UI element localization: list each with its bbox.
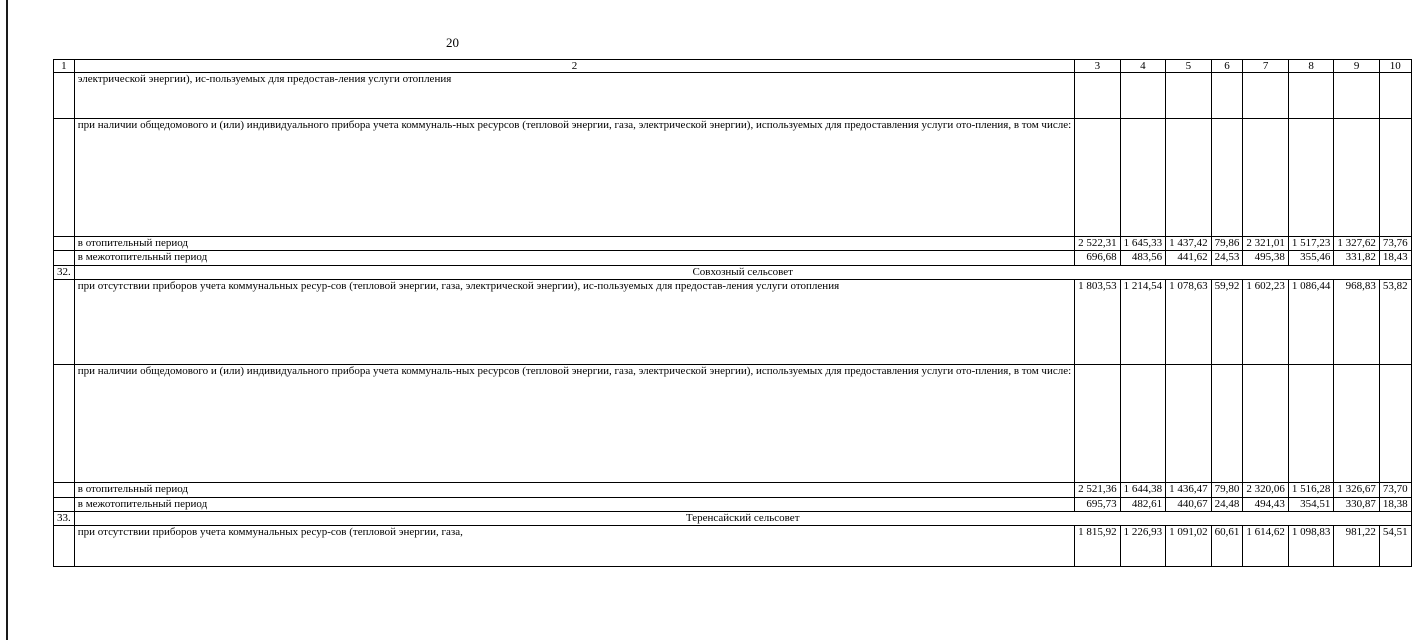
column-number-8: 8 xyxy=(1288,60,1334,73)
value-cell-col-5: 1 437,42 xyxy=(1166,237,1212,251)
row-label: в межотопительный период xyxy=(74,497,1074,511)
value-cell-col-8 xyxy=(1288,73,1334,119)
row-index-cell xyxy=(54,365,75,483)
value-cell-col-3: 1 815,92 xyxy=(1075,526,1121,567)
value-cell-col-9 xyxy=(1334,119,1380,237)
row-label: в отопительный период xyxy=(74,483,1074,497)
row-label: при наличии общедомового и (или) индивидуального прибора учета коммуналь-ных ресурсов (тепловой энергии, газа, электрической энергии), используемых для предоставления услуги ото-пления, в том числе: xyxy=(74,365,1074,483)
value-cell-col-8: 1 086,44 xyxy=(1288,280,1334,365)
value-cell-col-4: 1 214,54 xyxy=(1120,280,1166,365)
table-row xyxy=(54,483,1412,497)
row-index-cell xyxy=(54,483,75,497)
row-label: электрической энергии), ис-пользуемых для предостав-ления услуги отопления xyxy=(74,73,1074,119)
value-cell-col-7: 1 614,62 xyxy=(1243,526,1289,567)
value-cell-col-9: 1 326,67 xyxy=(1334,483,1380,497)
value-cell-col-9: 968,83 xyxy=(1334,280,1380,365)
binding-line xyxy=(6,0,8,640)
value-cell-col-5 xyxy=(1166,119,1212,237)
value-cell-col-10: 73,76 xyxy=(1379,237,1411,251)
row-label: при наличии общедомового и (или) индивидуального прибора учета коммуналь-ных ресурсов (тепловой энергии, газа, электрической энергии), используемых для предоставления услуги ото-пления, в том числе: xyxy=(74,119,1074,237)
value-cell-col-5: 441,62 xyxy=(1166,251,1212,265)
value-cell-col-6: 79,80 xyxy=(1211,483,1243,497)
section-header-row xyxy=(54,265,1412,279)
row-index-cell xyxy=(54,119,75,237)
value-cell-col-3 xyxy=(1075,119,1121,237)
value-cell-col-7: 494,43 xyxy=(1243,497,1289,511)
value-cell-col-5 xyxy=(1166,365,1212,483)
value-cell-col-8: 1 098,83 xyxy=(1288,526,1334,567)
value-cell-col-6: 24,53 xyxy=(1211,251,1243,265)
value-cell-col-9 xyxy=(1334,73,1380,119)
value-cell-col-3: 695,73 xyxy=(1075,497,1121,511)
value-cell-col-10 xyxy=(1379,73,1411,119)
table-row xyxy=(54,251,1412,265)
value-cell-col-6: 60,61 xyxy=(1211,526,1243,567)
value-cell-col-8 xyxy=(1288,365,1334,483)
table-row xyxy=(54,280,1412,365)
table-row xyxy=(54,497,1412,511)
value-cell-col-6: 24,48 xyxy=(1211,497,1243,511)
row-index-cell xyxy=(54,526,75,567)
value-cell-col-10 xyxy=(1379,119,1411,237)
value-cell-col-3: 2 521,36 xyxy=(1075,483,1121,497)
value-cell-col-10: 18,38 xyxy=(1379,497,1411,511)
value-cell-col-3: 2 522,31 xyxy=(1075,237,1121,251)
row-index-cell xyxy=(54,497,75,511)
value-cell-col-4: 1 644,38 xyxy=(1120,483,1166,497)
table-body xyxy=(54,60,1412,567)
section-header-row xyxy=(54,512,1412,526)
value-cell-col-4 xyxy=(1120,119,1166,237)
column-number-6: 6 xyxy=(1211,60,1243,73)
row-label: при отсутствии приборов учета коммунальных ресур-сов (тепловой энергии, газа, электрической энергии), ис-пользуемых для предостав-ления услуги отопления xyxy=(74,280,1074,365)
value-cell-col-8: 1 517,23 xyxy=(1288,237,1334,251)
column-number-row xyxy=(54,60,1412,73)
tariff-table xyxy=(53,59,1412,567)
value-cell-col-10: 54,51 xyxy=(1379,526,1411,567)
value-cell-col-7: 2 320,06 xyxy=(1243,483,1289,497)
value-cell-col-10: 18,43 xyxy=(1379,251,1411,265)
value-cell-col-3 xyxy=(1075,365,1121,483)
section-title: Теренсайский сельсовет xyxy=(74,512,1411,526)
value-cell-col-6: 59,92 xyxy=(1211,280,1243,365)
value-cell-col-6: 79,86 xyxy=(1211,237,1243,251)
value-cell-col-7 xyxy=(1243,73,1289,119)
row-index-cell xyxy=(54,251,75,265)
column-number-7: 7 xyxy=(1243,60,1289,73)
table-row xyxy=(54,119,1412,237)
value-cell-col-4: 482,61 xyxy=(1120,497,1166,511)
table-row xyxy=(54,365,1412,483)
value-cell-col-8: 1 516,28 xyxy=(1288,483,1334,497)
section-index: 32. xyxy=(54,265,75,279)
value-cell-col-7: 1 602,23 xyxy=(1243,280,1289,365)
value-cell-col-4: 1 645,33 xyxy=(1120,237,1166,251)
column-number-3: 3 xyxy=(1075,60,1121,73)
table-row xyxy=(54,73,1412,119)
value-cell-col-8: 354,51 xyxy=(1288,497,1334,511)
value-cell-col-5 xyxy=(1166,73,1212,119)
value-cell-col-9: 981,22 xyxy=(1334,526,1380,567)
value-cell-col-10 xyxy=(1379,365,1411,483)
value-cell-col-7 xyxy=(1243,119,1289,237)
value-cell-col-6 xyxy=(1211,365,1243,483)
value-cell-col-8 xyxy=(1288,119,1334,237)
column-number-1: 1 xyxy=(54,60,75,73)
value-cell-col-9 xyxy=(1334,365,1380,483)
value-cell-col-4 xyxy=(1120,365,1166,483)
table-row xyxy=(54,237,1412,251)
value-cell-col-3: 696,68 xyxy=(1075,251,1121,265)
column-number-10: 10 xyxy=(1379,60,1411,73)
value-cell-col-9: 1 327,62 xyxy=(1334,237,1380,251)
row-label: в межотопительный период xyxy=(74,251,1074,265)
value-cell-col-4 xyxy=(1120,73,1166,119)
value-cell-col-7: 495,38 xyxy=(1243,251,1289,265)
row-label: при отсутствии приборов учета коммунальных ресур-сов (тепловой энергии, газа, xyxy=(74,526,1074,567)
value-cell-col-5: 1 436,47 xyxy=(1166,483,1212,497)
value-cell-col-9: 331,82 xyxy=(1334,251,1380,265)
column-number-4: 4 xyxy=(1120,60,1166,73)
value-cell-col-10: 73,70 xyxy=(1379,483,1411,497)
value-cell-col-7: 2 321,01 xyxy=(1243,237,1289,251)
value-cell-col-7 xyxy=(1243,365,1289,483)
value-cell-col-5: 1 078,63 xyxy=(1166,280,1212,365)
value-cell-col-3: 1 803,53 xyxy=(1075,280,1121,365)
row-index-cell xyxy=(54,280,75,365)
value-cell-col-6 xyxy=(1211,73,1243,119)
row-label: в отопительный период xyxy=(74,237,1074,251)
value-cell-col-4: 483,56 xyxy=(1120,251,1166,265)
page-number: 20 xyxy=(446,35,459,50)
value-cell-col-3 xyxy=(1075,73,1121,119)
column-number-5: 5 xyxy=(1166,60,1212,73)
table-row xyxy=(54,526,1412,567)
value-cell-col-5: 440,67 xyxy=(1166,497,1212,511)
value-cell-col-6 xyxy=(1211,119,1243,237)
section-index: 33. xyxy=(54,512,75,526)
column-number-9: 9 xyxy=(1334,60,1380,73)
value-cell-col-8: 355,46 xyxy=(1288,251,1334,265)
value-cell-col-10: 53,82 xyxy=(1379,280,1411,365)
section-title: Совхозный сельсовет xyxy=(74,265,1411,279)
value-cell-col-5: 1 091,02 xyxy=(1166,526,1212,567)
value-cell-col-9: 330,87 xyxy=(1334,497,1380,511)
row-index-cell xyxy=(54,73,75,119)
row-index-cell xyxy=(54,237,75,251)
value-cell-col-4: 1 226,93 xyxy=(1120,526,1166,567)
column-number-2: 2 xyxy=(74,60,1074,73)
